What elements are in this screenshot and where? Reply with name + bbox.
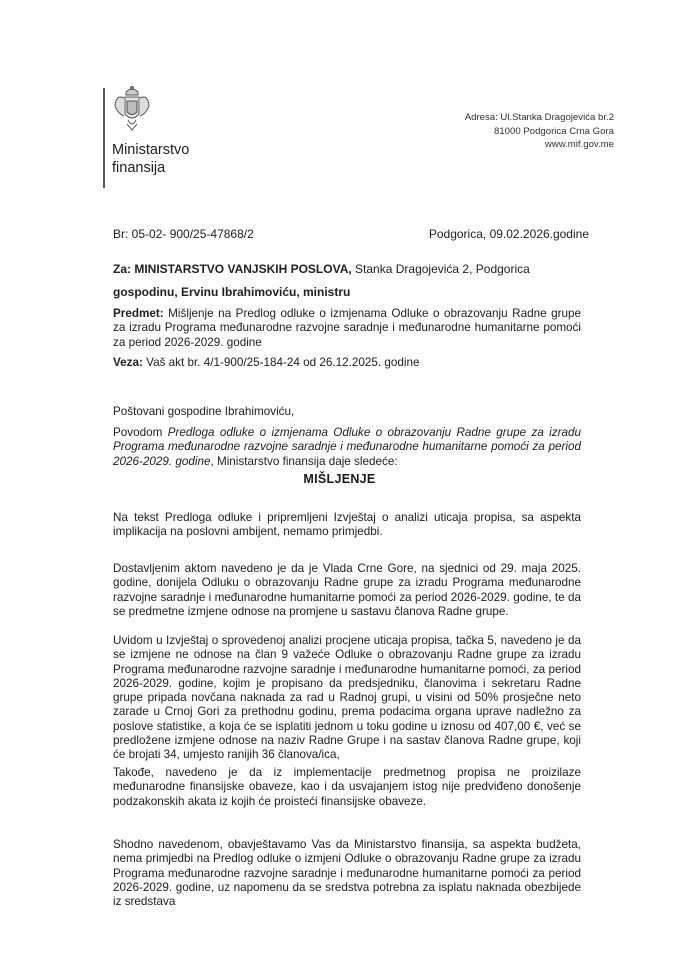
recipient-label: Za: <box>113 262 135 276</box>
opinion-heading: MIŠLJENJE <box>303 472 376 486</box>
address-city: 81000 Podgorica Crna Gora <box>494 125 614 137</box>
link-label: Veza: <box>113 356 143 369</box>
ministry-name <box>112 141 189 177</box>
subject-block <box>113 307 581 350</box>
paragraph-2: Dostavljenim aktom navedeno je da je Vlada Crne Gore, na sjednici od 29. maja 2025. godine, donijela Odluku o obrazovanju Radne grupe za izradu Programa međunarodne razvojne saradnje i međunarodne humanitarne pomoći za period 2026-2029. godine, te da se predmetne izmjene odnose na promjene u sastavu članova Radne grupe. <box>113 562 581 618</box>
recipient-person: gospodinu, Ervinu Ibrahimoviću, ministru <box>113 285 351 299</box>
recipient-address: Stanka Dragojevića 2, Podgorica <box>351 262 530 276</box>
subject-label: Predmet: <box>113 307 164 320</box>
place-date: Podgorica, 09.02.2026.godine <box>428 227 589 241</box>
recipient-institution: MINISTARSTVO VANJSKIH POSLOVA, <box>134 262 352 276</box>
paragraph-4: Takođe, navedeno je da iz implementacije predmetnog propisa ne proizilaze međunarodne finansijske obaveze, kao i da usvajanjem istog nije predviđeno donošenje podzakonskih akata iz kojih će proisteći finansijske obaveze. <box>113 766 581 808</box>
paragraph-3: Uvidom u Izvještaj o sprovedenoj analizi procjene uticaja propisa, tačka 5, navedeno je da se izmjene ne odnose na član 9 važeće Odluke o obrazovanju Radne grupe za izradu Programa međunarodne razvojne saradnje i međunarodne humanitarne pomoći, za period 2026-2029. godine, kojim je propisano da predsjedniku, članovima i sekretaru Radne grupe pripada novčana naknada za rad u Radnoj grupi, u visini od 50% prosječne neto zarade u Crnoj Gori za prethodnu godinu, prema podacima organa uprave nadležno za poslove statistike, a koja će se isplatiti jednom u toku godine u iznosu od 407,00 €, već se predložene izmjene odnose na naziv Radne Grupe i na sastav članova Radne grupe, koji će brojati 34, umjesto ranijih 36 članova/ica, <box>113 634 581 762</box>
reference-number: Br: 05-02- 900/25-47868/2 <box>113 227 254 241</box>
address-street: Adresa: Ul.Stanka Dragojevića br.2 <box>464 112 614 123</box>
ministry-address <box>465 111 614 152</box>
ministry-name-line2: finansija <box>112 160 166 176</box>
link-text: Vaš akt br. 4/1-900/25-184-24 od 26.12.2025. godine <box>142 356 420 369</box>
intro-italic-title: Predloga odluke o izmjenama Odluke o obrazovanju Radne grupe za izradu Programa međunarodne razvojne saradnje i međunarodne humanitarne pomoći za period 2026-2029. godine <box>113 426 582 468</box>
recipient-block <box>113 262 581 299</box>
address-website: www.mif.gov.me <box>544 139 614 150</box>
intro-suffix: , Ministarstvo finansija daje sledeće: <box>210 454 398 468</box>
ministry-name-line1: Ministarstvo <box>112 142 190 158</box>
link-block <box>113 356 581 370</box>
paragraph-5: Shodno navedenom, obavještavamo Vas da Ministarstvo finansija, sa aspekta budžeta, nema primjedbi na Predlog odluke o izmjeni Odluke o obrazovanju Radne grupe za izradu Programa međunarodne razvojne saradnje i međunarodne humanitarne pomoći za period 2026-2029. godine, uz napomenu da se sredstva potrebna za isplatu naknada obezbijede iz sredstava <box>113 838 581 909</box>
salutation: Poštovani gospodine Ibrahimoviću, <box>113 405 295 418</box>
letterhead-divider <box>103 88 105 188</box>
intro-paragraph <box>113 426 581 469</box>
paragraph-1: Na tekst Predloga odluke i pripremljeni Izvještaj o analizi uticaja propisa, sa aspekta implikacija na poslovni ambijent, nemamo primjedbi. <box>113 511 581 539</box>
subject-text: Mišljenje na Predlog odluke o izmjenama Odluke o obrazovanju Radne grupe za izradu Programa međunarodne razvojne saradnje i međunarodne humanitarne pomoći za period 2026-2029. godine <box>113 307 581 349</box>
montenegro-coat-of-arms-icon <box>112 84 152 134</box>
intro-prefix: Povodom <box>113 426 168 439</box>
